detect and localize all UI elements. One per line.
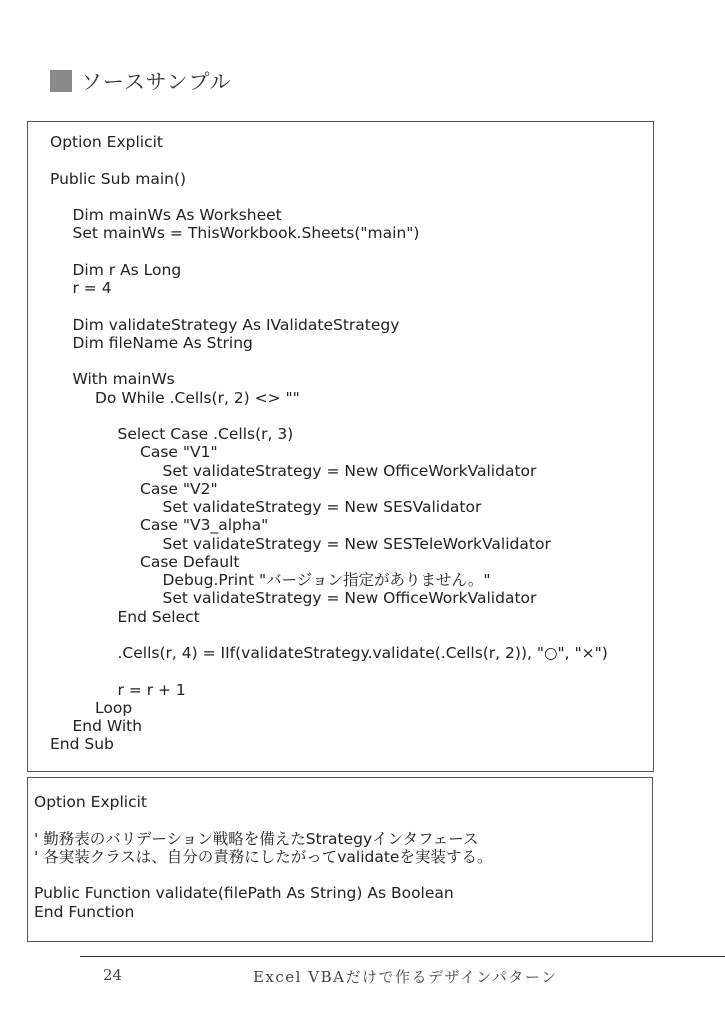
page-number: 24 xyxy=(103,966,123,984)
code-line: Set validateStrategy = New OfficeWorkValidator xyxy=(162,589,537,608)
code-line: Loop xyxy=(95,698,133,717)
code-line: Case "V3_alpha" xyxy=(140,516,269,535)
code-line: Public Sub main() xyxy=(50,169,187,188)
code-line: Option Explicit xyxy=(34,793,147,811)
code-line: Dim fileName As String xyxy=(72,333,253,352)
code-line: r = 4 xyxy=(72,279,112,297)
code-line: Do While .Cells(r, 2) <> "" xyxy=(95,388,300,407)
code-line: End Sub xyxy=(50,735,114,754)
code-line: ' 各実装クラスは、自分の責務にしたがってvalidateを実装する。 xyxy=(34,847,493,866)
code-line: End Select xyxy=(117,607,200,626)
code-line: Option Explicit xyxy=(50,133,163,151)
code-line: End Function xyxy=(34,902,135,921)
section-title: ソースサンプル xyxy=(81,70,232,94)
code-line: Dim r As Long xyxy=(72,260,182,279)
code-line: Set validateStrategy = New SESValidator xyxy=(162,498,482,516)
code-line: Public Function validate(filePath As String) As Boolean xyxy=(34,884,454,903)
code-line: ' 勤務表のバリデーション戦略を備えたStrategyインタフェース xyxy=(34,829,479,848)
code-block-interface xyxy=(27,777,653,942)
code-line xyxy=(34,811,652,829)
code-line: r = r + 1 xyxy=(117,680,186,699)
code-line: Case "V2" xyxy=(140,479,218,498)
code-line xyxy=(50,188,653,206)
code-line: Select Case .Cells(r, 3) xyxy=(117,425,294,443)
code-line: Set mainWs = ThisWorkbook.Sheets("main") xyxy=(72,224,420,243)
code-line xyxy=(50,352,653,370)
code-line xyxy=(50,297,653,315)
code-line: Dim mainWs As Worksheet xyxy=(72,206,282,224)
code-line xyxy=(50,626,653,644)
code-line xyxy=(50,662,653,680)
section-heading xyxy=(50,66,232,96)
code-line: Set validateStrategy = New SESTeleWorkValidator xyxy=(162,534,551,553)
code-line xyxy=(50,151,653,169)
code-line xyxy=(50,407,653,425)
code-line: .Cells(r, 4) = IIf(validateStrategy.validate(.Cells(r, 2)), "○", "×") xyxy=(117,644,608,662)
code-line: Set validateStrategy = New OfficeWorkValidator xyxy=(162,461,537,480)
code-block-main xyxy=(27,121,654,772)
book-title: Excel VBAだけで作るデザインパターン xyxy=(253,968,558,986)
code-line: Dim validateStrategy As IValidateStrategy xyxy=(72,315,400,334)
code-line: End With xyxy=(72,717,143,735)
code-line: Debug.Print "バージョン指定がありません。" xyxy=(162,571,491,589)
footer-rule xyxy=(80,956,725,957)
square-bullet-icon xyxy=(50,70,72,92)
code-line xyxy=(50,243,653,261)
code-line: With mainWs xyxy=(72,370,175,389)
code-line: Case Default xyxy=(140,552,240,571)
code-line xyxy=(34,866,652,884)
code-line: Case "V1" xyxy=(140,443,218,462)
